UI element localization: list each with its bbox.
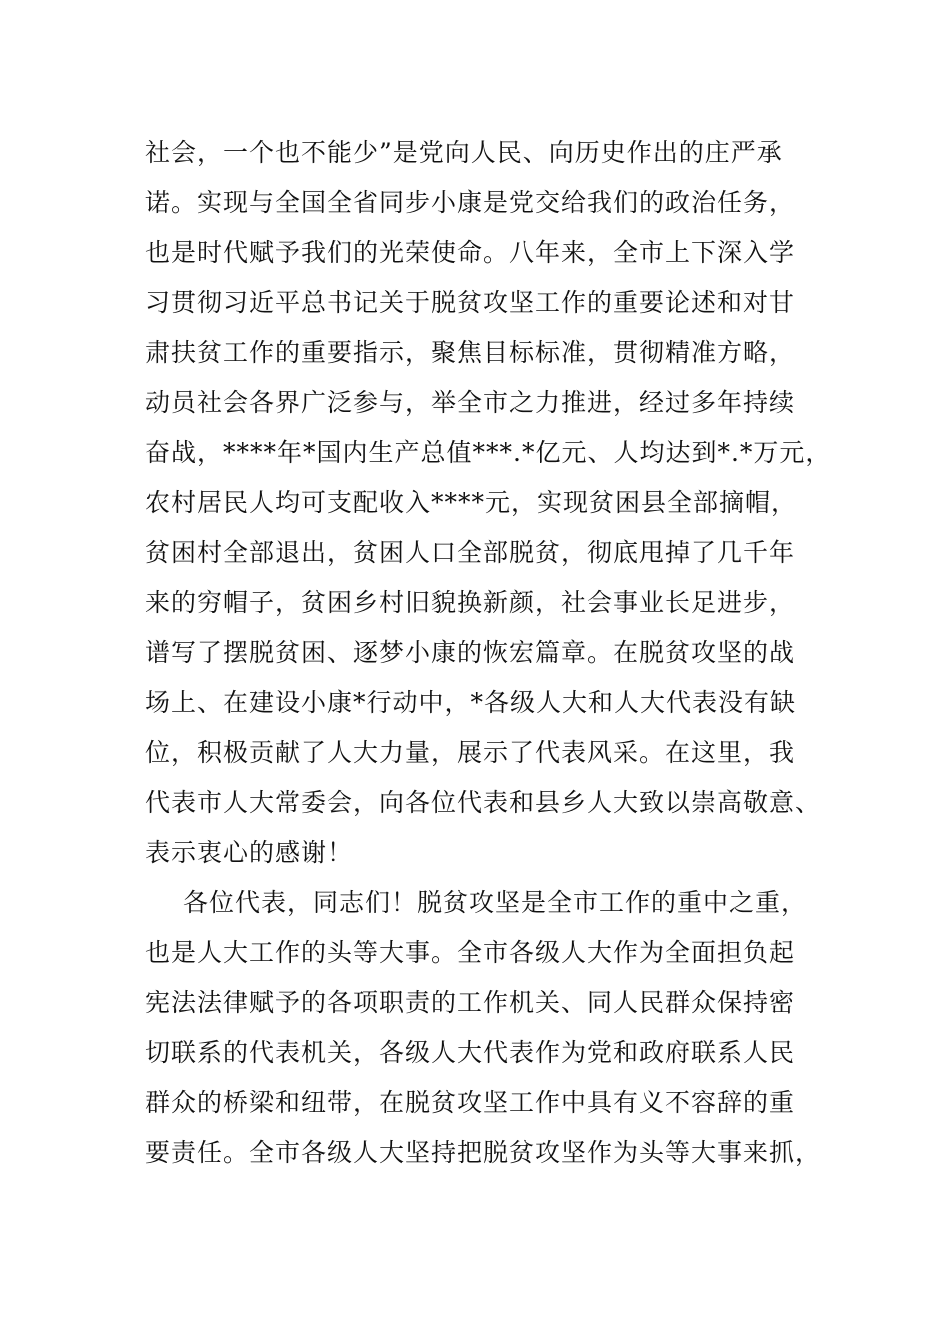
text-line: 社会，一个也不能少”是党向人民、向历史作出的庄严承: [145, 138, 783, 167]
text-line: 各位代表，同志们！脱贫攻坚是全市工作的重中之重，: [183, 888, 808, 917]
text-line: 谱写了摆脱贫困、逐梦小康的恢宏篇章。在脱贫攻坚的战: [145, 638, 796, 667]
text-line: 表示衷心的感谢！: [145, 838, 354, 867]
text-line: 群众的桥梁和纽带，在脱贫攻坚工作中具有义不容辞的重: [145, 1088, 796, 1117]
text-line: 动员社会各界广泛参与，举全市之力推进，经过多年持续: [145, 388, 796, 417]
text-line: 场上、在建设小康*行动中，*各级人大和人大代表没有缺: [145, 688, 797, 717]
text-line: 奋战，****年*国内生产总值***.*亿元、人均达到*.*万元，: [145, 438, 832, 467]
text-line: 要责任。全市各级人大坚持把脱贫攻坚作为头等大事来抓，: [145, 1138, 822, 1167]
text-line: 农村居民人均可支配收入****元，实现贫困县全部摘帽，: [145, 488, 798, 517]
text-line: 也是时代赋予我们的光荣使命。八年来，全市上下深入学: [145, 238, 796, 267]
text-line: 诺。实现与全国全省同步小康是党交给我们的政治任务，: [145, 188, 796, 217]
text-line: 宪法法律赋予的各项职责的工作机关、同人民群众保持密: [145, 988, 796, 1017]
text-line: 来的穷帽子，贫困乡村旧貌换新颜，社会事业长足进步，: [145, 588, 796, 617]
paragraph-1: [145, 128, 832, 878]
paragraph-2: [145, 878, 822, 1178]
text-line: 也是人大工作的头等大事。全市各级人大作为全面担负起: [145, 938, 796, 967]
text-line: 习贯彻习近平总书记关于脱贫攻坚工作的重要论述和对甘: [145, 288, 796, 317]
text-line: 位，积极贡献了人大力量，展示了代表风采。在这里，我: [145, 738, 796, 767]
text-line: 切联系的代表机关，各级人大代表作为党和政府联系人民: [145, 1038, 796, 1067]
text-line: 肃扶贫工作的重要指示，聚焦目标标准，贯彻精准方略，: [145, 338, 796, 367]
text-line: 贫困村全部退出，贫困人口全部脱贫，彻底甩掉了几千年: [145, 538, 796, 567]
text-line: 代表市人大常委会，向各位代表和县乡人大致以崇高敬意、: [145, 788, 822, 817]
document-body: [145, 128, 832, 1178]
